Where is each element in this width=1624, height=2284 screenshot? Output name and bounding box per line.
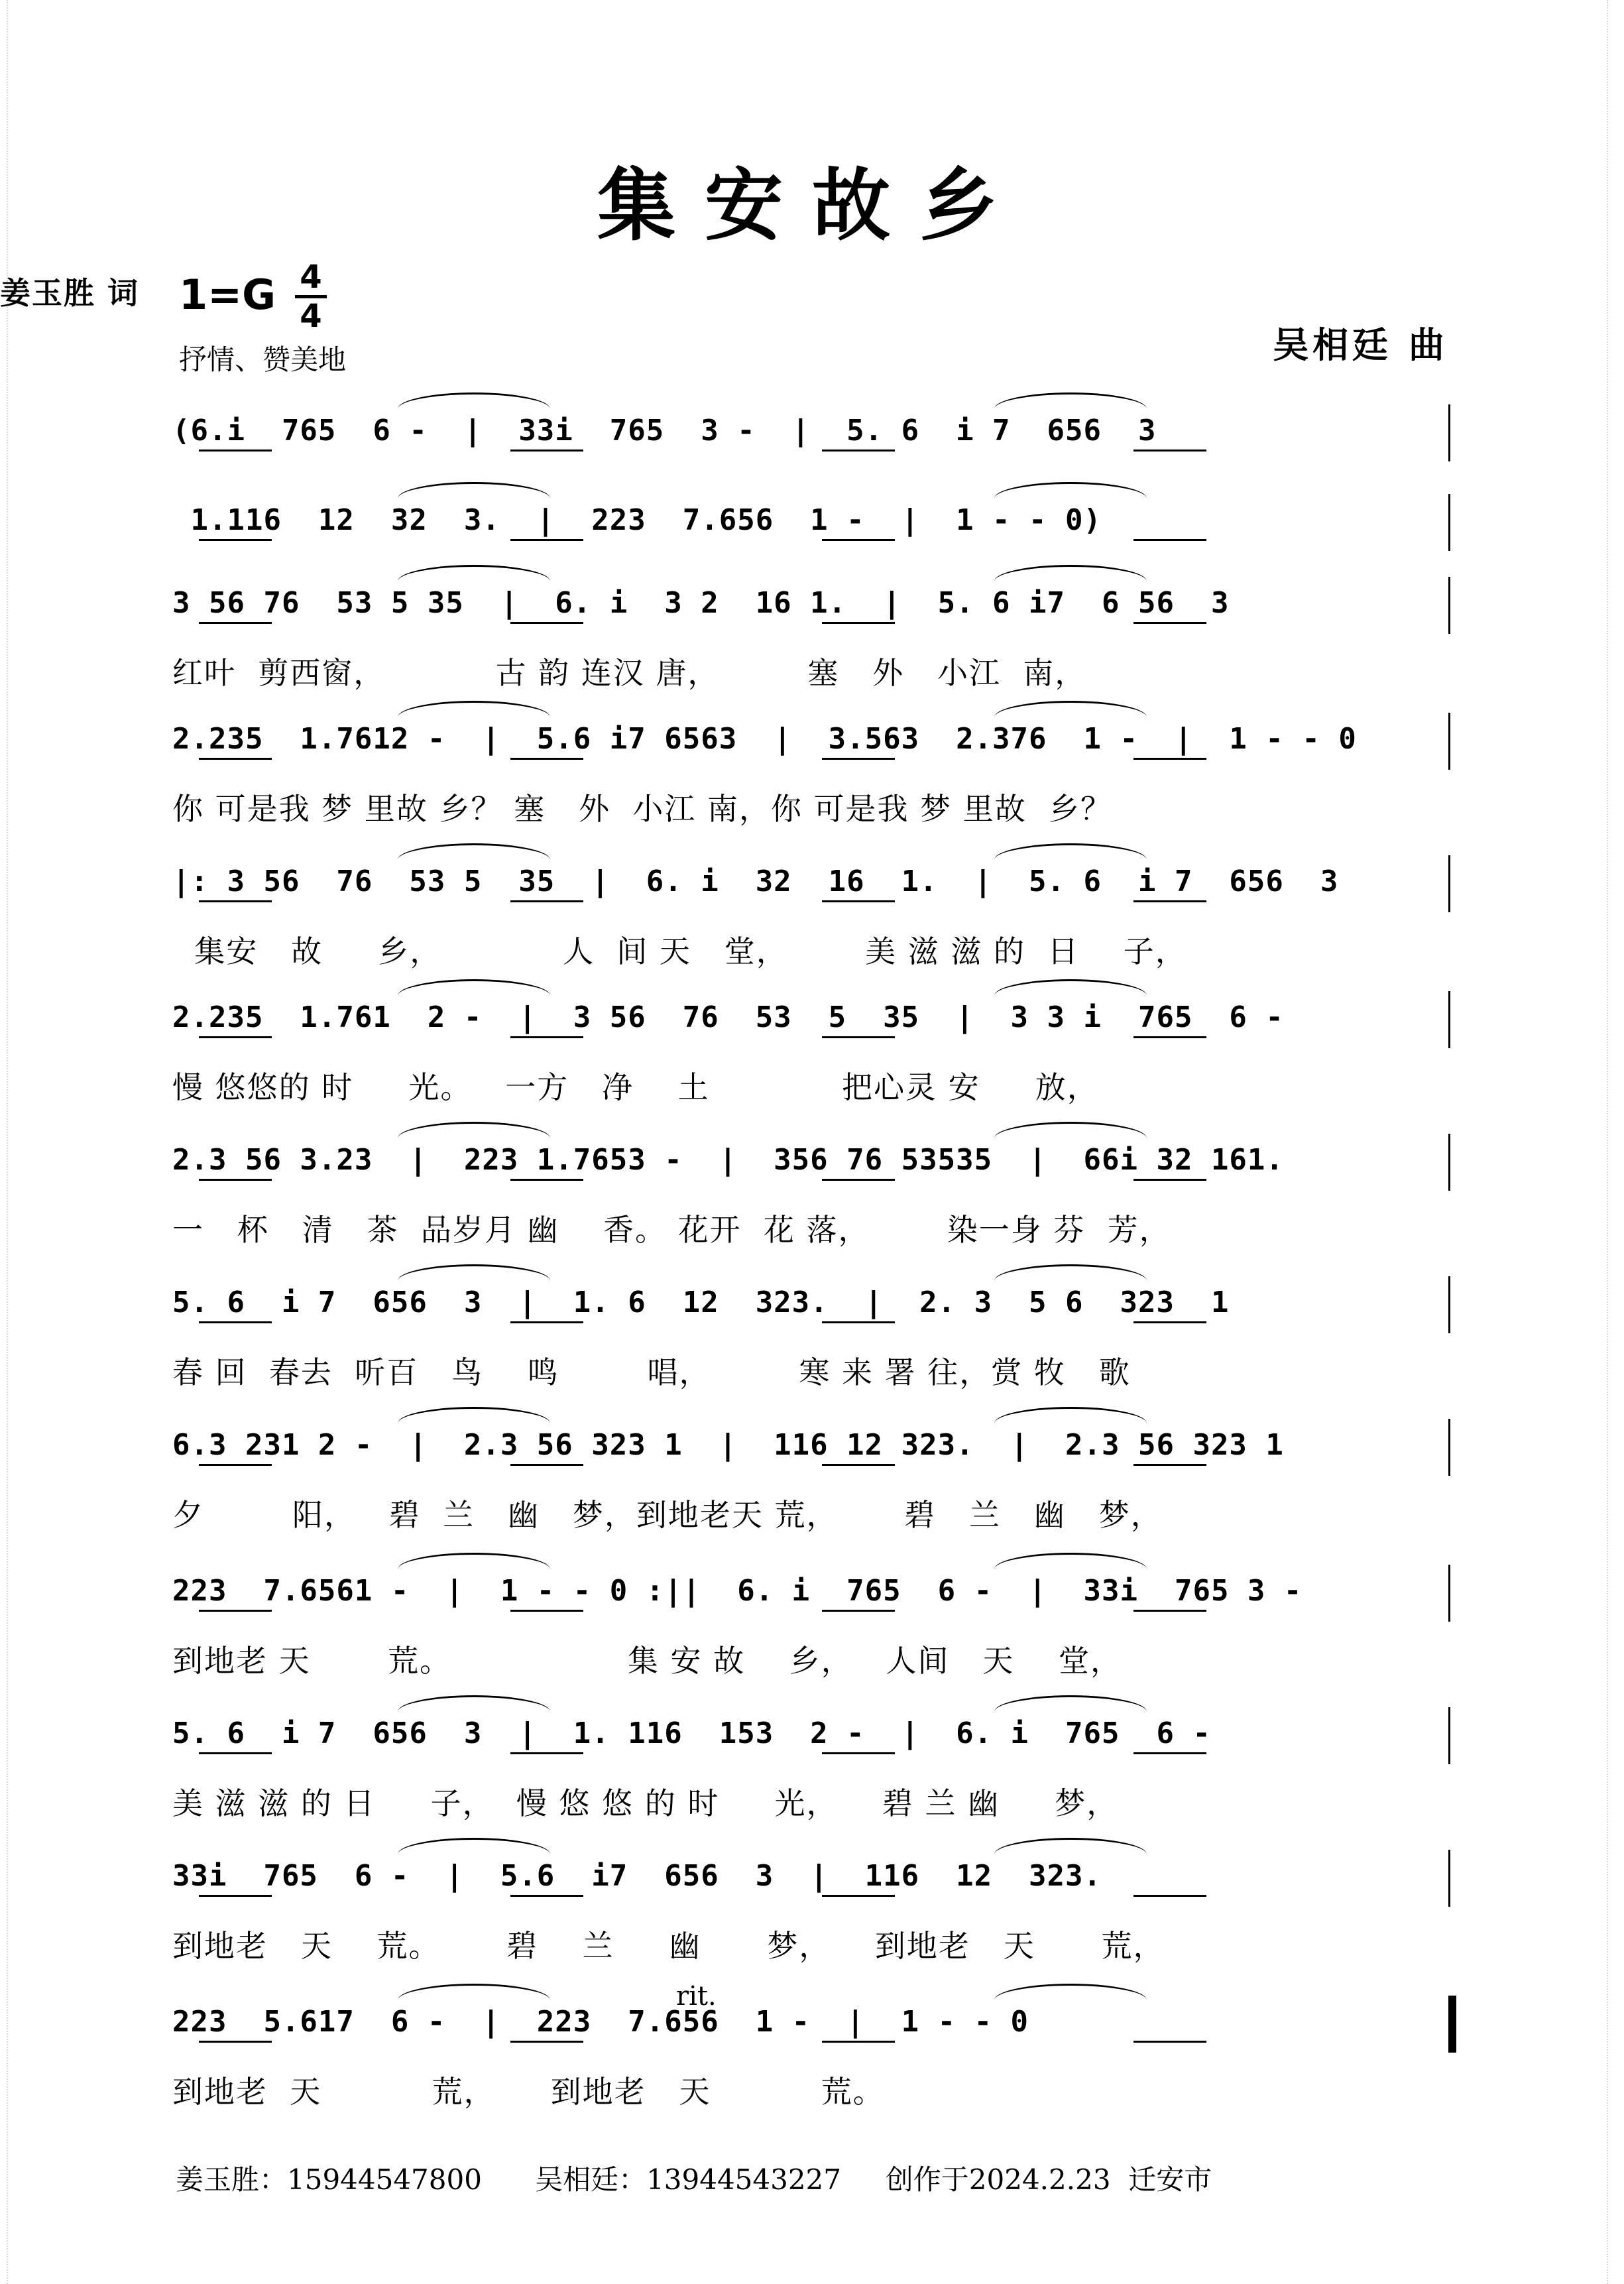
beam-line [822,1036,895,1038]
barline [1448,404,1450,461]
barline [1448,1565,1450,1622]
beam-line [510,1752,583,1754]
slur [398,1838,550,1854]
composer-credit: 吴相廷 曲 [1273,324,1448,366]
slur [398,482,550,499]
barline [1448,1850,1450,1907]
beam-line [199,758,272,760]
beam-line [510,622,583,624]
slur [398,1407,550,1423]
beam-line [1133,1895,1206,1897]
lyricist-credit: 姜玉胜 词 [0,275,140,311]
beam-line [822,1321,895,1323]
composer-contact: 吴相廷：13944543227 [535,2163,842,2196]
lyrics-line: 你 可是我 梦 里故 乡？ 塞 外 小江 南，你 可是我 梦 里故 乡？ [172,791,1112,827]
tempo-mood: 抒情、赞美地 [179,343,347,376]
beam-line [510,758,583,760]
beam-line [199,1895,272,1897]
slur [994,1264,1147,1281]
beam-line [199,539,272,541]
beam-line [822,1464,895,1466]
slur [398,1264,550,1281]
left-border-decoration [7,0,17,2284]
beam-line [822,758,895,760]
notation-line: 1.116 12 32 3. | 223 7.656 1 - | 1 - - 0) [172,503,1102,537]
beam-line [1133,900,1206,902]
beam-line [1133,1036,1206,1038]
barline [1448,713,1450,770]
slur [398,1984,550,2000]
beam-line [510,1321,583,1323]
barline [1448,494,1450,551]
slur [994,1553,1147,1569]
slur [994,565,1147,581]
notation-line: 2.235 1.761 2 - | 3 56 76 53 5 35 | 3 3 i 765 6 - [172,1000,1284,1034]
slur [398,565,550,581]
slur [994,701,1147,717]
time-signature-bottom: 4 [300,298,322,335]
slur [994,1984,1147,2000]
beam-line [510,1036,583,1038]
lyrics-line: 美 滋 滋 的 日 子， 慢 悠 悠 的 时 光， 碧 兰 幽 梦， [172,1785,1119,1821]
slur [994,843,1147,860]
slur [994,392,1147,409]
notation-line: |: 3 56 76 53 5 35 | 6. i 32 16 1. | 5. 6 i 7 656 3 [172,865,1339,898]
barline [1448,1276,1450,1333]
slur [994,1122,1147,1138]
notation-line: 5. 6 i 7 656 3 | 1. 6 12 323. | 2. 3 5 6 323 1 [172,1286,1230,1319]
beam-line [199,1752,272,1754]
notation-line: 223 5.617 6 - | 223 7.656 1 - | 1 - - 0 [172,2005,1029,2039]
beam-line [822,1610,895,1612]
beam-line [199,450,272,451]
notation-line: 3 56 76 53 5 35 | 6. i 3 2 16 1. | 5. 6 i7 6 56 3 [172,586,1230,620]
footer [176,2158,1212,2198]
creation-info: 创作于2024.2.23 迁安市 [885,2163,1212,2196]
lyrics-line: 到地老 天 荒。 碧 兰 幽 梦， 到地老 天 荒， [172,1928,1165,1964]
beam-line [1133,1321,1206,1323]
slur [994,482,1147,499]
lyrics-line: 到地老 天 荒。 集 安 故 乡， 人间 天 堂， [172,1643,1122,1679]
key-signature: 1=G [179,270,276,319]
beam-line [1133,1464,1206,1466]
notation-line: (6.i 765 6 - | 33i 765 3 - | 5. 6 i 7 656 3 [172,414,1157,448]
beam-line [199,622,272,624]
slur [994,979,1147,996]
beam-line [1133,539,1206,541]
beam-line [1133,2041,1206,2043]
slur [398,843,550,860]
notation-line: 33i 765 6 - | 5.6 i7 656 3 | 116 12 323. [172,1859,1102,1893]
barline [1448,577,1450,634]
beam-line [199,1321,272,1323]
slur [398,1553,550,1569]
slur [398,1122,550,1138]
beam-line [199,1179,272,1181]
song-title: 集安故乡 [597,159,1027,251]
barline [1448,1707,1450,1764]
notation-line: 223 7.6561 - | 1 - - 0 :|| 6. i 765 6 - | 33i 765 3 - [172,1574,1303,1608]
lyrics-line: 一 杯 清 茶 品岁月 幽 香。 花开 花 落， 染一身 芬 芳， [172,1212,1171,1248]
beam-line [1133,1752,1206,1754]
beam-line [1133,1179,1206,1181]
barline [1448,855,1450,912]
beam-line [822,539,895,541]
notation-line: 5. 6 i 7 656 3 | 1. 116 153 2 - | 6. i 765 6 - [172,1716,1211,1750]
beam-line [510,1610,583,1612]
beam-line [822,1752,895,1754]
slur [398,1695,550,1712]
beam-line [510,1464,583,1466]
lyricist-contact: 姜玉胜：15944547800 [176,2163,482,2196]
beam-line [199,1610,272,1612]
beam-line [199,900,272,902]
time-signature-top: 4 [300,259,322,296]
beam-line [822,900,895,902]
beam-line [822,622,895,624]
beam-line [822,1179,895,1181]
beam-line [1133,1610,1206,1612]
beam-line [510,450,583,451]
beam-line [199,1036,272,1038]
notation-line: 2.235 1.7612 - | 5.6 i7 6563 | 3.563 2.376 1 - | 1 - - 0 [172,722,1357,756]
slur [994,1695,1147,1712]
lyrics-line: 红叶 剪西窗， 古 韵 连汉 唐， 塞 外 小江 南， [172,655,1087,691]
beam-line [1133,758,1206,760]
slur [994,1407,1147,1423]
right-border-decoration [1607,0,1617,2284]
beam-line [510,539,583,541]
lyrics-line: 春 回 春去 听百 鸟 鸣 唱， 寒 来 署 往，赏 牧 歌 [172,1354,1131,1390]
beam-line [510,1179,583,1181]
beam-line [199,2041,272,2043]
slur [994,1838,1147,1854]
notation-line: 6.3 231 2 - | 2.3 56 323 1 | 116 12 323. | 2.3 56 323 1 [172,1428,1284,1462]
lyrics-line: 慢 悠悠的 时 光。 一方 净 土 把心灵 安 放， [172,1069,1099,1105]
beam-line [510,1895,583,1897]
barline [1448,991,1450,1048]
ritardando-mark: rit. [676,1981,717,2012]
beam-line [1133,622,1206,624]
notation-line: 2.3 56 3.23 | 223 1.7653 - | 356 76 53535 | 66i 32 161. [172,1143,1284,1177]
barline [1448,1996,1456,2053]
barline [1448,1419,1450,1476]
slur [398,392,550,409]
lyrics-line: 集安 故 乡， 人 间 天 堂， 美 滋 滋 的 日 子， [172,933,1187,969]
slur [398,979,550,996]
beam-line [510,900,583,902]
beam-line [1133,450,1206,451]
beam-line [822,2041,895,2043]
lyrics-line: 夕 阳， 碧 兰 幽 梦，到地老天 荒， 碧 兰 幽 梦， [172,1497,1163,1533]
lyrics-line: 到地老 天 荒， 到地老 天 荒。 [172,2074,885,2110]
barline [1448,1134,1450,1191]
beam-line [822,450,895,451]
slur [398,701,550,717]
beam-line [822,1895,895,1897]
beam-line [510,2041,583,2043]
beam-line [199,1464,272,1466]
